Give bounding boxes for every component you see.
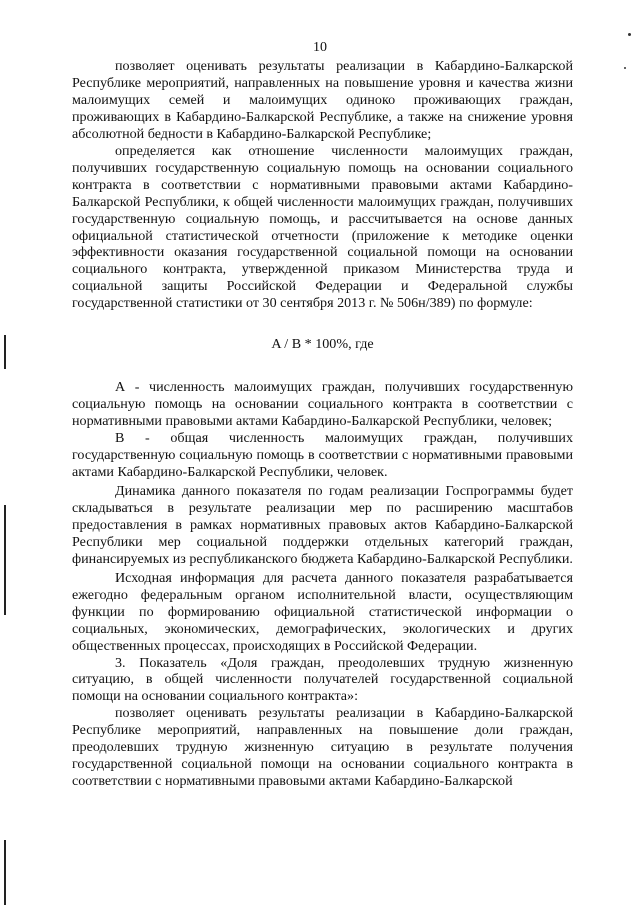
paragraph-indicator-3-purpose: позволяет оценивать результаты реализации в Кабардино-Балкарской Республике мероприятий, направленных на повышение доли граждан, преодолевших трудную жизненную ситуацию в результате получения государственной социальной помощи на основании социального контракта в соответствии с нормативными правовыми актами Кабардино-Балкарской [72, 705, 573, 790]
scan-speck [628, 33, 631, 36]
scan-margin-mark [4, 505, 6, 615]
scan-margin-mark [4, 335, 6, 369]
definition-b: В - общая численность малоимущих граждан, получивших государственную социальную помощь в соответствии с нормативными правовыми актами Кабардино-Балкарской Республики, человек. [72, 430, 573, 481]
paragraph-dynamics: Динамика данного показателя по годам реализации Госпрограммы будет складываться в результате реализации мер по расширению масштабов предоставления в рамках нормативных правовых актов Кабардино-Балкарской Республики мер социальной поддержки отдельных категорий граждан, финансируемых из республиканского бюджета Кабардино-Балкарской Республики. [72, 482, 573, 567]
scan-speck [624, 67, 626, 69]
page-number: 10 [313, 40, 327, 55]
formula: A / B * 100%, где [271, 336, 374, 353]
definition-a: А - численность малоимущих граждан, получивших государственную социальную помощь на основании социального контракта в соответствии с нормативными правовыми актами Кабардино-Балкарской Республики, человек; [72, 379, 573, 430]
paragraph-source-info: Исходная информация для расчета данного показателя разрабатывается ежегодно федеральным органом исполнительной власти, осуществляющим функции по формированию официальной статистической информации о социальных, экономических, демографических, экологических и других общественных процессах, происходящих в Российской Федерации. [72, 569, 573, 654]
document-body [72, 58, 573, 790]
paragraph-definition: определяется как отношение численности малоимущих граждан, получивших государственную социальную помощь на основании социального контракта в соответствии с нормативными правовыми актами Кабардино-Балкарской Республики, к общей численности малоимущих граждан, получивших государственную социальную помощь, и рассчитывается на основе данных официальной статистической отчетности (приложение к методике оценки эффективности оказания государственной социальной помощи на основании социального контракта, утвержденной приказом Министерства труда и социальной защиты Российской Федерации и Федеральной службы государственной статистики от 30 сентября 2013 г. № 506н/389) по формуле: [72, 142, 573, 312]
scan-margin-mark [4, 840, 6, 905]
paragraph-indicator-3: 3. Показатель «Доля граждан, преодолевших трудную жизненную ситуацию, в общей численности получателей государственной социальной помощи на основании социального контракта»: [72, 654, 573, 705]
paragraph-purpose: позволяет оценивать результаты реализации в Кабардино-Балкарской Республике мероприятий, направленных на повышение уровня и качества жизни малоимущих семей и малоимущих одиноко проживающих граждан, проживающих в Кабардино-Балкарской Республике, а также на снижение уровня абсолютной бедности в Кабардино-Балкарской Республике; [72, 58, 573, 142]
